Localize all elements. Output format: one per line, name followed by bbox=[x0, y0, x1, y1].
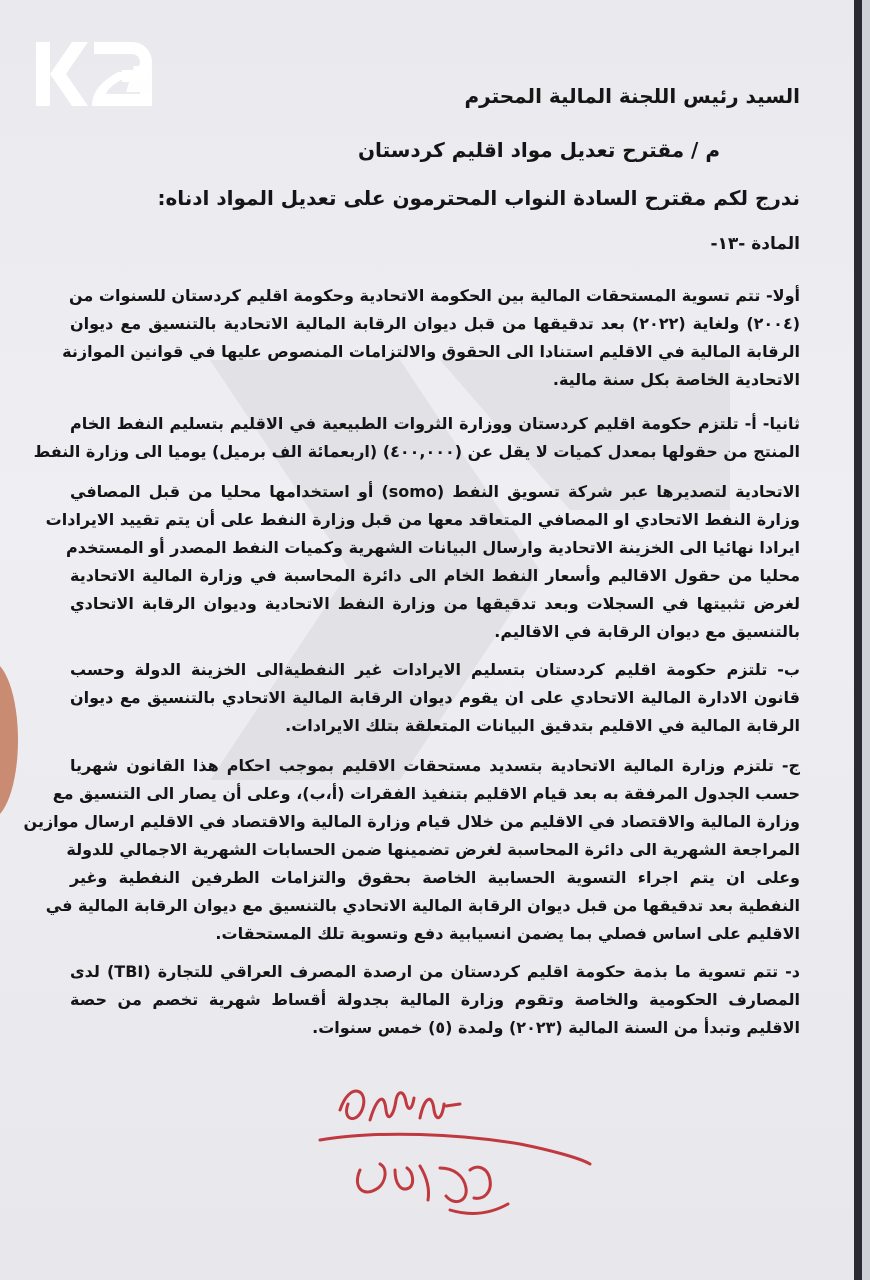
para-second-a-line: وزارة النفط الاتحادي او المصافي المتعاقد معها من قبل وزارة النفط على أن يتم تقييد الايرادات bbox=[45, 510, 800, 529]
article-number: المادة -١٣- bbox=[710, 234, 800, 254]
para-second-a-line: محليا من حقول الاقاليم وأسعار النفط الخام الى دائرة المحاسبة في وزارة المالية الاتحادية bbox=[70, 566, 800, 585]
thumb bbox=[0, 660, 18, 820]
salutation: السيد رئيس اللجنة المالية المحترم bbox=[464, 84, 800, 108]
para-second-c-line: وعلى ان يتم اجراء التسوية الحسابية الخاصة بحقوق والتزامات الطرفين النفطية وغير bbox=[70, 868, 800, 887]
page-edge bbox=[854, 0, 862, 1280]
para-second-b-line: الرقابة المالية في الاقليم بتدقيق البيانات المتعلقة بتلك الايرادات. bbox=[285, 716, 800, 735]
para-second-c-line: حسب الجدول المرفقة به بعد قيام الاقليم بتنفيذ الفقرات (أ،ب)، وعلى أن يصار الى التنسيق مع bbox=[52, 784, 800, 803]
para-second-a-line: المنتج من حقولها بمعدل كميات لا يقل عن (٤٠٠,٠٠٠) (اربعمائة الف برميل) يوميا الى وزارة النفط bbox=[33, 442, 800, 461]
para-second-c-line: المراجعة الشهرية الى دائرة المحاسبة لغرض تضمينها ضمن الحسابات الشهرية الاجمالي للدولة bbox=[66, 840, 800, 859]
para-second-a-line: ثانيا- أ- تلتزم حكومة اقليم كردستان ووزارة الثروات الطبيعية في الاقليم بتسليم النفط الخام bbox=[70, 414, 800, 433]
para-second-a-line: بالتنسيق مع ديوان الرقابة في الاقاليم. bbox=[494, 622, 800, 641]
intro: ندرج لكم مقترح السادة النواب المحترمون على تعديل المواد ادناه: bbox=[157, 186, 800, 210]
para-second-c-line: وزارة المالية والاقتصاد في الاقليم من خلال قيام وزارة المالية والاقتصاد في الاقليم ارسال موازين bbox=[23, 812, 800, 831]
para-second-c-line: ج- تلتزم وزارة المالية الاتحادية بتسديد مستحقات الاقليم بموجب احكام هذا القانون شهريا bbox=[70, 756, 800, 775]
subject: م / مقترح تعديل مواد اقليم كردستان bbox=[357, 138, 720, 162]
para-second-c-line: الاقليم على اساس فصلي بما يضمن انسيابية دفع وتسوية تلك المستحقات. bbox=[215, 924, 800, 943]
para-second-d-line: د- تتم تسوية ما بذمة حكومة اقليم كردستان من ارصدة المصرف العراقي للتجارة (TBI) لدى bbox=[70, 962, 801, 981]
para-second-a-line: الاتحادية لتصديرها عبر شركة تسويق النفط (somo) أو استخدامها محليا من قبل المصافي bbox=[70, 482, 800, 501]
para-first-line: الاتحادية الخاصة بكل سنة مالية. bbox=[552, 370, 800, 389]
para-first-line: أولا- تتم تسوية المستحقات المالية بين الحكومة الاتحادية وحكومة اقليم كردستان للسنوات من bbox=[69, 286, 800, 305]
para-second-a-line: لغرض تثبيتها في السجلات وبعد تدقيقها من وزارة النفط الاتحادية وديوان الرقابة الاتحادي bbox=[70, 594, 800, 613]
para-second-b-line: ب- تلتزم حكومة اقليم كردستان بتسليم الايرادات غير النفطيةالى الخزينة الدولة وحسب bbox=[70, 660, 800, 679]
para-second-b-line: قانون الادارة المالية الاتحادي على ان يقوم ديوان الرقابة المالية الاتحادي بالتنسيق مع ديوان bbox=[70, 688, 800, 707]
para-second-d-line: الاقليم وتبدأ من السنة المالية (٢٠٢٣) ولمدة (٥) خمس سنوات. bbox=[312, 1018, 800, 1037]
para-second-a-line: ايرادا نهائيا الى الخزينة الاتحادية وارسال البيانات الشهرية وكميات النفط المصدر أو المستخدم bbox=[66, 538, 800, 557]
para-second-c-line: النفطية بعد تدقيقها من قبل ديوان الرقابة المالية الاتحادي بالتنسيق مع ديوان الرقابة المالية في bbox=[45, 896, 800, 915]
handwritten-signature bbox=[300, 1070, 600, 1230]
para-first-line: (٢٠٠٤) ولغاية (٢٠٢٢) بعد تدقيقها من قبل ديوان الرقابة المالية الاتحادية بالتنسيق مع ديوان bbox=[70, 314, 801, 333]
para-first-line: الرقابة المالية في الاقليم استنادا الى الحقوق والالتزامات المنصوص عليها في قوانين الموازنة bbox=[62, 342, 800, 361]
para-second-d-line: المصارف الحكومية والخاصة وتقوم وزارة المالية بجدولة أقساط شهرية تخصم من حصة bbox=[70, 990, 800, 1009]
